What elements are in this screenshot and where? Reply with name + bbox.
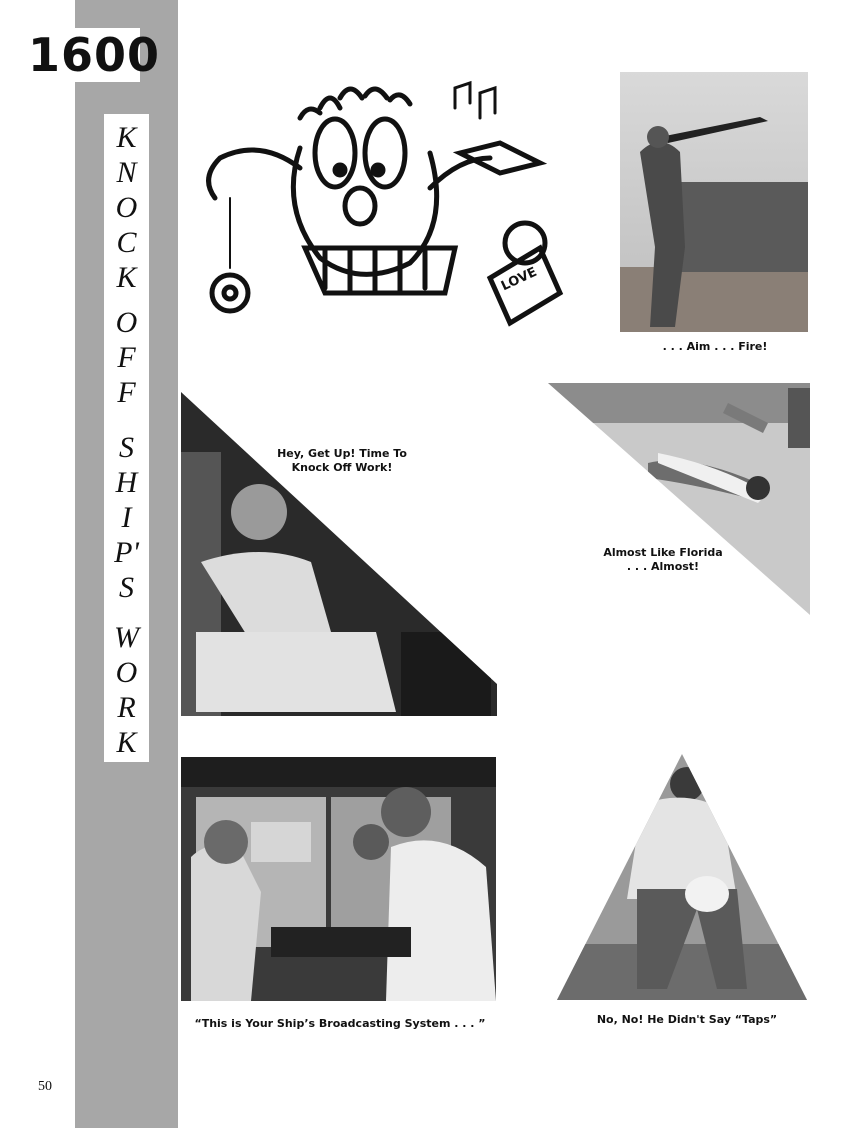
photo-sunbathers bbox=[548, 383, 810, 615]
title-letter: K bbox=[116, 261, 137, 294]
photo-aim-fire bbox=[620, 72, 808, 332]
caption-get-up-line1: Hey, Get Up! Time To bbox=[277, 447, 407, 460]
title-letter: S bbox=[119, 571, 134, 604]
photo-broadcasting bbox=[181, 757, 496, 1001]
caption-florida-line2: . . . Almost! bbox=[626, 560, 700, 573]
title-letter: W bbox=[114, 621, 139, 654]
photo-taps bbox=[557, 754, 807, 1000]
caption-broadcasting: “This is Your Ship’s Broadcasting System . . . ” bbox=[194, 1017, 486, 1030]
title-letter: O bbox=[115, 191, 138, 224]
caption-get-up-line2: Knock Off Work! bbox=[291, 461, 393, 474]
title-letter: F bbox=[117, 341, 136, 374]
title-letter: F bbox=[117, 376, 136, 409]
caption-florida bbox=[588, 546, 738, 574]
title-letter: K bbox=[116, 121, 137, 154]
love-box-text: LOVE bbox=[499, 264, 540, 295]
page-number: 50 bbox=[38, 1079, 52, 1094]
title-letter: O bbox=[115, 656, 138, 689]
title-letter: P' bbox=[114, 536, 139, 569]
caption-taps: No, No! He Didn't Say “Taps” bbox=[596, 1013, 778, 1026]
caption-get-up bbox=[262, 447, 422, 475]
title-letter: I bbox=[121, 501, 132, 534]
title-letter: C bbox=[116, 226, 137, 259]
cartoon-illustration bbox=[190, 78, 570, 338]
title-letter: S bbox=[119, 431, 134, 464]
caption-aim-fire: . . . Aim . . . Fire! bbox=[662, 340, 768, 353]
title-letter: H bbox=[115, 466, 138, 499]
title-letter: O bbox=[115, 306, 138, 339]
caption-florida-line1: Almost Like Florida bbox=[603, 546, 723, 559]
section-number: 1600 bbox=[28, 28, 161, 82]
photo-sleeping-sailor bbox=[181, 392, 497, 716]
title-letter: R bbox=[117, 691, 136, 724]
title-letter: N bbox=[116, 156, 137, 189]
title-letter: K bbox=[116, 726, 137, 759]
